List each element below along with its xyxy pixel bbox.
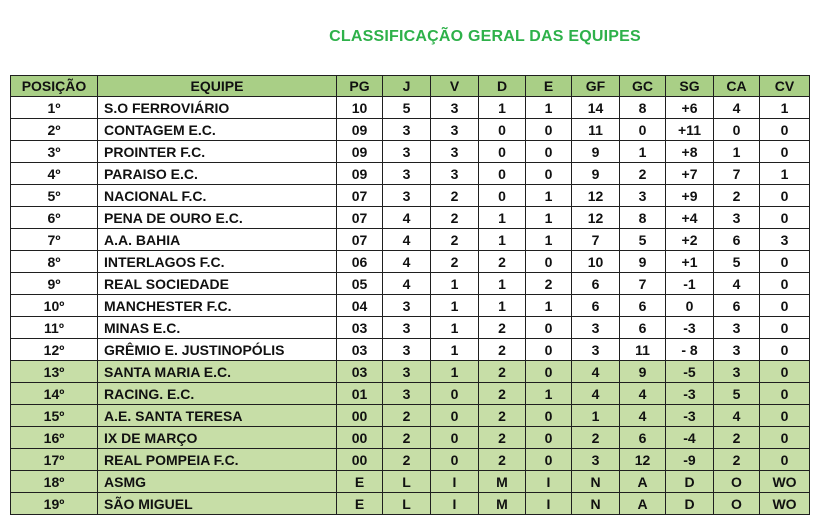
cell-d: 0 — [479, 141, 526, 163]
cell-position: 18º — [11, 471, 98, 493]
cell-v: 0 — [431, 427, 479, 449]
cell-ca: 3 — [714, 207, 760, 229]
cell-e: 0 — [526, 119, 572, 141]
col-header-gc: GC — [620, 76, 666, 97]
cell-position: 6º — [11, 207, 98, 229]
cell-e: 0 — [526, 141, 572, 163]
table-row — [11, 119, 810, 141]
cell-d: 0 — [479, 163, 526, 185]
cell-j: 3 — [383, 317, 431, 339]
cell-team: PARAISO E.C. — [98, 163, 337, 185]
cell-cv: 0 — [760, 119, 810, 141]
cell-v: 2 — [431, 251, 479, 273]
cell-gf: 6 — [572, 273, 620, 295]
cell-position: 10º — [11, 295, 98, 317]
cell-gf: 3 — [572, 449, 620, 471]
cell-j: 3 — [383, 185, 431, 207]
cell-gc: 6 — [620, 295, 666, 317]
cell-e: I — [526, 493, 572, 515]
cell-gf: 1 — [572, 405, 620, 427]
cell-gc: 11 — [620, 339, 666, 361]
cell-j: 2 — [383, 427, 431, 449]
cell-team: MINAS E.C. — [98, 317, 337, 339]
cell-sg: +4 — [666, 207, 714, 229]
cell-cv: 1 — [760, 97, 810, 119]
cell-pg: 07 — [337, 185, 383, 207]
table-row — [11, 449, 810, 471]
cell-team: A.A. BAHIA — [98, 229, 337, 251]
cell-sg: +9 — [666, 185, 714, 207]
col-header-sg: SG — [666, 76, 714, 97]
cell-v: 2 — [431, 207, 479, 229]
cell-cv: 0 — [760, 295, 810, 317]
cell-cv: 0 — [760, 427, 810, 449]
cell-gf: N — [572, 493, 620, 515]
cell-e: 0 — [526, 339, 572, 361]
cell-gf: 10 — [572, 251, 620, 273]
cell-gf: 9 — [572, 141, 620, 163]
cell-ca: 0 — [714, 119, 760, 141]
cell-e: 0 — [526, 163, 572, 185]
cell-cv: 0 — [760, 405, 810, 427]
cell-pg: 09 — [337, 141, 383, 163]
cell-d: 1 — [479, 229, 526, 251]
cell-d: 1 — [479, 273, 526, 295]
cell-gf: 9 — [572, 163, 620, 185]
cell-team: REAL SOCIEDADE — [98, 273, 337, 295]
cell-cv: 3 — [760, 229, 810, 251]
cell-d: 0 — [479, 185, 526, 207]
cell-d: 2 — [479, 317, 526, 339]
cell-d: 2 — [479, 427, 526, 449]
cell-team: INTERLAGOS F.C. — [98, 251, 337, 273]
table-row — [11, 339, 810, 361]
cell-ca: O — [714, 493, 760, 515]
cell-pg: 00 — [337, 427, 383, 449]
cell-cv: WO — [760, 493, 810, 515]
cell-position: 3º — [11, 141, 98, 163]
cell-d: M — [479, 471, 526, 493]
cell-position: 11º — [11, 317, 98, 339]
cell-j: 3 — [383, 119, 431, 141]
cell-team: GRÊMIO E. JUSTINOPÓLIS — [98, 339, 337, 361]
cell-pg: 04 — [337, 295, 383, 317]
cell-sg: -3 — [666, 383, 714, 405]
cell-gf: 6 — [572, 295, 620, 317]
col-header-e: E — [526, 76, 572, 97]
cell-team: CONTAGEM E.C. — [98, 119, 337, 141]
cell-team: PENA DE OURO E.C. — [98, 207, 337, 229]
cell-cv: 0 — [760, 449, 810, 471]
cell-position: 2º — [11, 119, 98, 141]
cell-pg: 01 — [337, 383, 383, 405]
cell-e: 1 — [526, 295, 572, 317]
cell-gf: 2 — [572, 427, 620, 449]
cell-gc: 4 — [620, 383, 666, 405]
cell-team: MANCHESTER F.C. — [98, 295, 337, 317]
table-row — [11, 97, 810, 119]
cell-e: 0 — [526, 449, 572, 471]
cell-j: 2 — [383, 405, 431, 427]
cell-sg: -1 — [666, 273, 714, 295]
cell-team: ASMG — [98, 471, 337, 493]
page-title: CLASSIFICAÇÃO GERAL DAS EQUIPES — [329, 28, 641, 45]
cell-j: 3 — [383, 339, 431, 361]
cell-d: 1 — [479, 97, 526, 119]
cell-v: 3 — [431, 97, 479, 119]
cell-gf: 3 — [572, 339, 620, 361]
cell-v: I — [431, 471, 479, 493]
cell-j: 3 — [383, 141, 431, 163]
cell-gf: 7 — [572, 229, 620, 251]
cell-gc: 12 — [620, 449, 666, 471]
cell-v: 1 — [431, 361, 479, 383]
cell-e: 0 — [526, 317, 572, 339]
cell-gc: 2 — [620, 163, 666, 185]
cell-v: 1 — [431, 295, 479, 317]
cell-pg: 09 — [337, 163, 383, 185]
cell-pg: 05 — [337, 273, 383, 295]
cell-e: 1 — [526, 185, 572, 207]
cell-pg: 07 — [337, 229, 383, 251]
cell-v: 2 — [431, 185, 479, 207]
cell-sg: -9 — [666, 449, 714, 471]
cell-ca: 7 — [714, 163, 760, 185]
col-header-posicao: POSIÇÃO — [11, 76, 98, 97]
cell-sg: -4 — [666, 427, 714, 449]
cell-e: 1 — [526, 207, 572, 229]
cell-e: 2 — [526, 273, 572, 295]
cell-d: 2 — [479, 449, 526, 471]
cell-pg: 00 — [337, 405, 383, 427]
cell-ca: 4 — [714, 97, 760, 119]
cell-gc: A — [620, 471, 666, 493]
cell-d: M — [479, 493, 526, 515]
cell-team: NACIONAL F.C. — [98, 185, 337, 207]
cell-pg: 03 — [337, 317, 383, 339]
cell-position: 7º — [11, 229, 98, 251]
cell-d: 2 — [479, 361, 526, 383]
cell-team: REAL POMPEIA F.C. — [98, 449, 337, 471]
cell-d: 0 — [479, 119, 526, 141]
cell-position: 4º — [11, 163, 98, 185]
col-header-d: D — [479, 76, 526, 97]
cell-j: 3 — [383, 295, 431, 317]
cell-d: 1 — [479, 295, 526, 317]
cell-gc: 5 — [620, 229, 666, 251]
cell-pg: E — [337, 471, 383, 493]
cell-sg: -5 — [666, 361, 714, 383]
table-row — [11, 251, 810, 273]
standings-body — [11, 97, 810, 515]
cell-d: 1 — [479, 207, 526, 229]
table-row — [11, 295, 810, 317]
cell-gc: 7 — [620, 273, 666, 295]
cell-j: 3 — [383, 163, 431, 185]
cell-v: 3 — [431, 119, 479, 141]
cell-team: S.O FERROVIÁRIO — [98, 97, 337, 119]
cell-gc: 1 — [620, 141, 666, 163]
table-row — [11, 405, 810, 427]
cell-j: L — [383, 471, 431, 493]
cell-v: I — [431, 493, 479, 515]
cell-ca: 3 — [714, 361, 760, 383]
cell-v: 1 — [431, 273, 479, 295]
cell-pg: 00 — [337, 449, 383, 471]
cell-gc: 6 — [620, 317, 666, 339]
cell-position: 12º — [11, 339, 98, 361]
cell-team: SÃO MIGUEL — [98, 493, 337, 515]
cell-sg: +2 — [666, 229, 714, 251]
col-header-pg: PG — [337, 76, 383, 97]
col-header-equipe: EQUIPE — [98, 76, 337, 97]
cell-v: 0 — [431, 405, 479, 427]
cell-position: 15º — [11, 405, 98, 427]
cell-position: 13º — [11, 361, 98, 383]
cell-sg: -3 — [666, 405, 714, 427]
cell-sg: +11 — [666, 119, 714, 141]
cell-e: 0 — [526, 361, 572, 383]
cell-pg: 09 — [337, 119, 383, 141]
cell-gc: 6 — [620, 427, 666, 449]
cell-position: 14º — [11, 383, 98, 405]
cell-position: 1º — [11, 97, 98, 119]
table-row — [11, 361, 810, 383]
cell-gf: 11 — [572, 119, 620, 141]
cell-j: 4 — [383, 251, 431, 273]
cell-pg: 10 — [337, 97, 383, 119]
cell-ca: 1 — [714, 141, 760, 163]
cell-gf: 4 — [572, 361, 620, 383]
cell-position: 19º — [11, 493, 98, 515]
cell-ca: 2 — [714, 427, 760, 449]
col-header-gf: GF — [572, 76, 620, 97]
table-row — [11, 163, 810, 185]
cell-team: PROINTER F.C. — [98, 141, 337, 163]
cell-gc: 4 — [620, 405, 666, 427]
table-row — [11, 471, 810, 493]
cell-team: RACING. E.C. — [98, 383, 337, 405]
cell-e: 0 — [526, 251, 572, 273]
cell-gc: 9 — [620, 251, 666, 273]
cell-ca: 2 — [714, 449, 760, 471]
cell-cv: 0 — [760, 339, 810, 361]
cell-pg: 07 — [337, 207, 383, 229]
cell-gf: 4 — [572, 383, 620, 405]
cell-position: 17º — [11, 449, 98, 471]
cell-sg: -3 — [666, 317, 714, 339]
cell-ca: 5 — [714, 251, 760, 273]
cell-v: 2 — [431, 229, 479, 251]
cell-sg: +1 — [666, 251, 714, 273]
cell-d: 2 — [479, 383, 526, 405]
cell-ca: 4 — [714, 273, 760, 295]
table-row — [11, 383, 810, 405]
cell-gf: 3 — [572, 317, 620, 339]
cell-j: 4 — [383, 229, 431, 251]
cell-cv: 0 — [760, 383, 810, 405]
col-header-cv: CV — [760, 76, 810, 97]
cell-pg: E — [337, 493, 383, 515]
cell-d: 2 — [479, 405, 526, 427]
cell-sg: +7 — [666, 163, 714, 185]
table-row — [11, 229, 810, 251]
cell-cv: 1 — [760, 163, 810, 185]
cell-ca: O — [714, 471, 760, 493]
cell-cv: 0 — [760, 317, 810, 339]
col-header-j: J — [383, 76, 431, 97]
cell-team: SANTA MARIA E.C. — [98, 361, 337, 383]
cell-v: 1 — [431, 317, 479, 339]
table-row — [11, 141, 810, 163]
cell-ca: 3 — [714, 317, 760, 339]
cell-j: 2 — [383, 449, 431, 471]
cell-position: 5º — [11, 185, 98, 207]
cell-pg: 03 — [337, 339, 383, 361]
cell-ca: 5 — [714, 383, 760, 405]
cell-cv: WO — [760, 471, 810, 493]
table-row — [11, 273, 810, 295]
cell-cv: 0 — [760, 185, 810, 207]
cell-gc: 3 — [620, 185, 666, 207]
cell-e: 1 — [526, 229, 572, 251]
table-header-row — [11, 76, 810, 97]
cell-sg: D — [666, 471, 714, 493]
cell-d: 2 — [479, 251, 526, 273]
cell-ca: 4 — [714, 405, 760, 427]
cell-sg: +8 — [666, 141, 714, 163]
cell-j: 4 — [383, 207, 431, 229]
cell-e: 1 — [526, 383, 572, 405]
cell-team: IX DE MARÇO — [98, 427, 337, 449]
cell-sg: - 8 — [666, 339, 714, 361]
cell-v: 0 — [431, 449, 479, 471]
cell-d: 2 — [479, 339, 526, 361]
cell-gc: 9 — [620, 361, 666, 383]
table-row — [11, 317, 810, 339]
cell-position: 8º — [11, 251, 98, 273]
cell-position: 16º — [11, 427, 98, 449]
cell-gc: 0 — [620, 119, 666, 141]
cell-sg: 0 — [666, 295, 714, 317]
cell-v: 1 — [431, 339, 479, 361]
cell-j: 3 — [383, 361, 431, 383]
cell-cv: 0 — [760, 141, 810, 163]
cell-position: 9º — [11, 273, 98, 295]
cell-v: 3 — [431, 163, 479, 185]
cell-pg: 06 — [337, 251, 383, 273]
cell-gf: 12 — [572, 185, 620, 207]
table-row — [11, 427, 810, 449]
cell-e: 0 — [526, 405, 572, 427]
cell-e: 1 — [526, 97, 572, 119]
cell-gf: 12 — [572, 207, 620, 229]
cell-j: L — [383, 493, 431, 515]
cell-gc: 8 — [620, 207, 666, 229]
standings-table — [10, 75, 810, 515]
cell-v: 0 — [431, 383, 479, 405]
cell-cv: 0 — [760, 273, 810, 295]
cell-ca: 3 — [714, 339, 760, 361]
cell-cv: 0 — [760, 361, 810, 383]
cell-e: I — [526, 471, 572, 493]
table-row — [11, 493, 810, 515]
col-header-ca: CA — [714, 76, 760, 97]
cell-cv: 0 — [760, 251, 810, 273]
cell-gf: N — [572, 471, 620, 493]
table-row — [11, 207, 810, 229]
cell-cv: 0 — [760, 207, 810, 229]
cell-sg: D — [666, 493, 714, 515]
cell-pg: 03 — [337, 361, 383, 383]
cell-gf: 14 — [572, 97, 620, 119]
cell-sg: +6 — [666, 97, 714, 119]
cell-team: A.E. SANTA TERESA — [98, 405, 337, 427]
table-row — [11, 185, 810, 207]
cell-ca: 2 — [714, 185, 760, 207]
cell-gc: A — [620, 493, 666, 515]
cell-j: 4 — [383, 273, 431, 295]
cell-j: 3 — [383, 383, 431, 405]
cell-ca: 6 — [714, 295, 760, 317]
cell-gc: 8 — [620, 97, 666, 119]
cell-e: 0 — [526, 427, 572, 449]
cell-v: 3 — [431, 141, 479, 163]
col-header-v: V — [431, 76, 479, 97]
cell-j: 5 — [383, 97, 431, 119]
cell-ca: 6 — [714, 229, 760, 251]
